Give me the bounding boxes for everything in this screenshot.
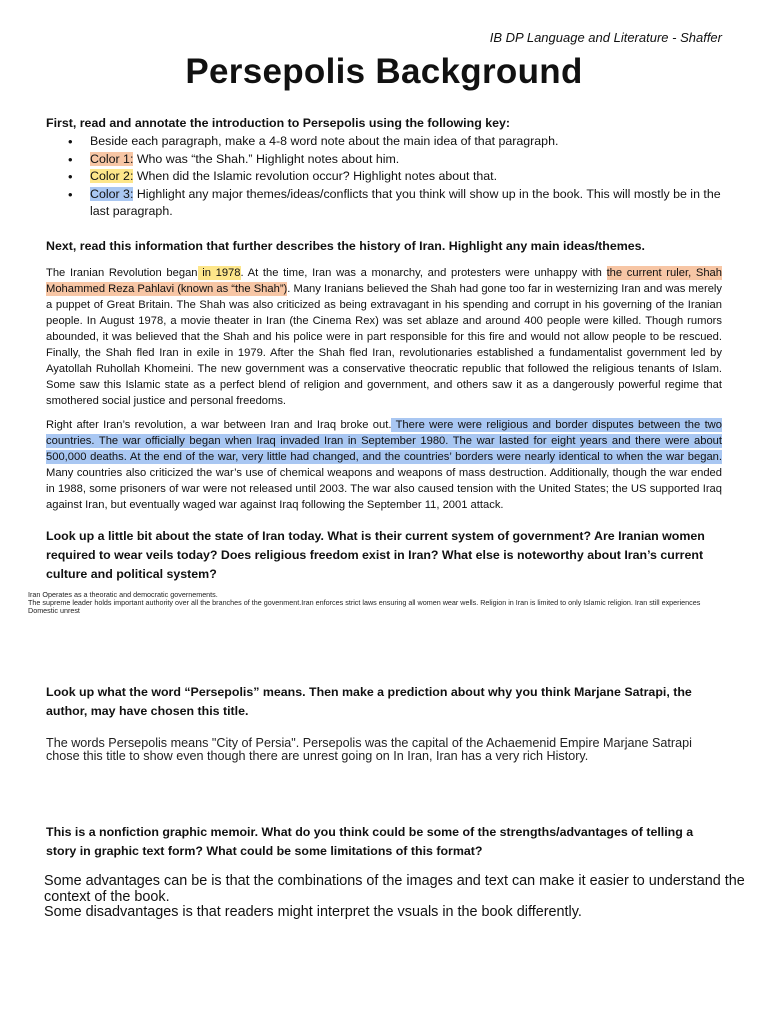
- key-item-text: Highlight any major themes/ideas/conflicts that you think will show up in the book. This will mostly be in the last paragraph.: [90, 186, 721, 218]
- p1-text: . Many Iranians believed the Shah had gone too far in westernizing Iran and was merely a puppet of Great Britain. The Shah was also criticized as being extravagant in his spending and corrupt in his governing of the Iranian people. In August 1978, a movie theater in Iran (the Cinema Rex) was set ablaze and around 400 people were killed. Though rumors abounded, it was believed that the Shah and his police were in part responsible for this fire and would not allow people to be rescued. Finally, the Shah fled Iran in exile in 1979. After the Shah fled Iran, revolutionaries established a fundamentalist government led by Ayatollah Ruhollah Khomeini. The new government was a conservative theocratic republic that followed the religious tenants of Islam. Some saw this Islamic state as a perfect blend of religion and government, and others saw it as a dangerously powerful regime that smothered social justice and personal freedoms.: [46, 283, 723, 407]
- annotation-key-list: [46, 133, 722, 221]
- history-paragraph-1: [46, 265, 722, 409]
- question-graphic-memoir: This is a nonfiction graphic memoir. What do you think could be some of the strengths/advantages of telling a story in graphic text form? What could be some limitations of this format?: [46, 825, 694, 858]
- key-item-color-2: [90, 168, 722, 186]
- key-item-color-3: [90, 186, 722, 221]
- p2-highlight-war: There were were religious and border disputes between the two countries. The war officially began when Iraq invaded Iran in September 1980. The war lasted for eight years and there were about 500,000 deaths. At the end of the war, very little had changed, and the countries’ borders were nearly identical to when the war began.: [46, 419, 722, 463]
- course-label: IB DP Language and Literature - Shaffer: [489, 30, 722, 45]
- question-persepolis-meaning: Look up what the word “Persepolis” means. Then make a prediction about why you think Marjane Satrapi, the author, may have chosen this title.: [46, 685, 692, 718]
- p1-highlight-date: in 1978: [197, 267, 241, 279]
- answer-line: Some advantages can be is that the combinations of the images and text can make it easier to understand the context of the book.: [44, 873, 745, 905]
- color-3-label: Color 3:: [90, 186, 134, 201]
- key-item-color-1: [90, 151, 722, 169]
- instructions-intro: First, read and annotate the introduction to Persepolis using the following key:: [46, 116, 511, 130]
- p2-text: Right after Iran’s revolution, a war between Iran and Iraq broke out.: [46, 419, 392, 431]
- p1-highlight-shah: the current ruler, Shah Mohammed Reza Pahlavi (known as “the Shah”): [46, 267, 722, 295]
- answer-graphic-memoir: [44, 874, 756, 921]
- p2-text: Many countries also criticized the war’s use of chemical weapons and weapons of mass destruction. Additionally, though the war ended in 1988, some prisoners of war were not released until 2003. The war also caused tension with the United States; the US supported Iraq against Iran, but eventually waged war against Iraq following the September 11, 2001 attack.: [46, 467, 722, 511]
- key-item-text: When did the Islamic revolution occur? Highlight notes about that.: [133, 169, 498, 183]
- answer-persepolis-meaning: The words Persepolis means "City of Persia". Persepolis was the capital of the Achaemenid Empire Marjane Satrapi chose this title to show even though there are unrest going on In Iran, Iran has a very rich History.: [46, 736, 692, 763]
- history-heading: Next, read this information that further describes the history of Iran. Highlight any main ideas/themes.: [46, 239, 645, 253]
- history-paragraph-2: [46, 417, 722, 513]
- color-1-label: Color 1:: [90, 151, 134, 166]
- answer-line: Some disadvantages is that readers might interpret the vsuals in the book differently.: [44, 904, 582, 920]
- answer-line: The supreme leader holds important authority over all the branches of the govenment.Iran enforces strict laws ensuring all women wear wells. Religion in Iran is limited to only Islamic religion. Iran still experiences Domestic unrest: [28, 598, 701, 615]
- answer-line: Iran Operates as a theoratic and democratic governements.: [28, 590, 218, 599]
- instructions-section: [46, 114, 722, 221]
- p1-text: . At the time, Iran was a monarchy, and protesters were unhappy with: [240, 267, 607, 279]
- key-item-note: [90, 133, 722, 151]
- key-item-text: Who was “the Shah.” Highlight notes about him.: [133, 151, 400, 166]
- question-iran-today: Look up a little bit about the state of Iran today. What is their current system of government? Are Iranian women required to wear veils today? Does religious freedom exist in Iran? What else is noteworthy about Iran’s current culture and political system?: [46, 529, 705, 581]
- key-item-text: Beside each paragraph, make a 4-8 word note about the main idea of that paragraph.: [90, 134, 559, 148]
- answer-iran-today: [28, 591, 708, 615]
- p1-text: The Iranian Revolution began: [46, 267, 198, 279]
- color-2-label: Color 2:: [90, 169, 134, 183]
- page-title: Persepolis Background: [185, 52, 583, 91]
